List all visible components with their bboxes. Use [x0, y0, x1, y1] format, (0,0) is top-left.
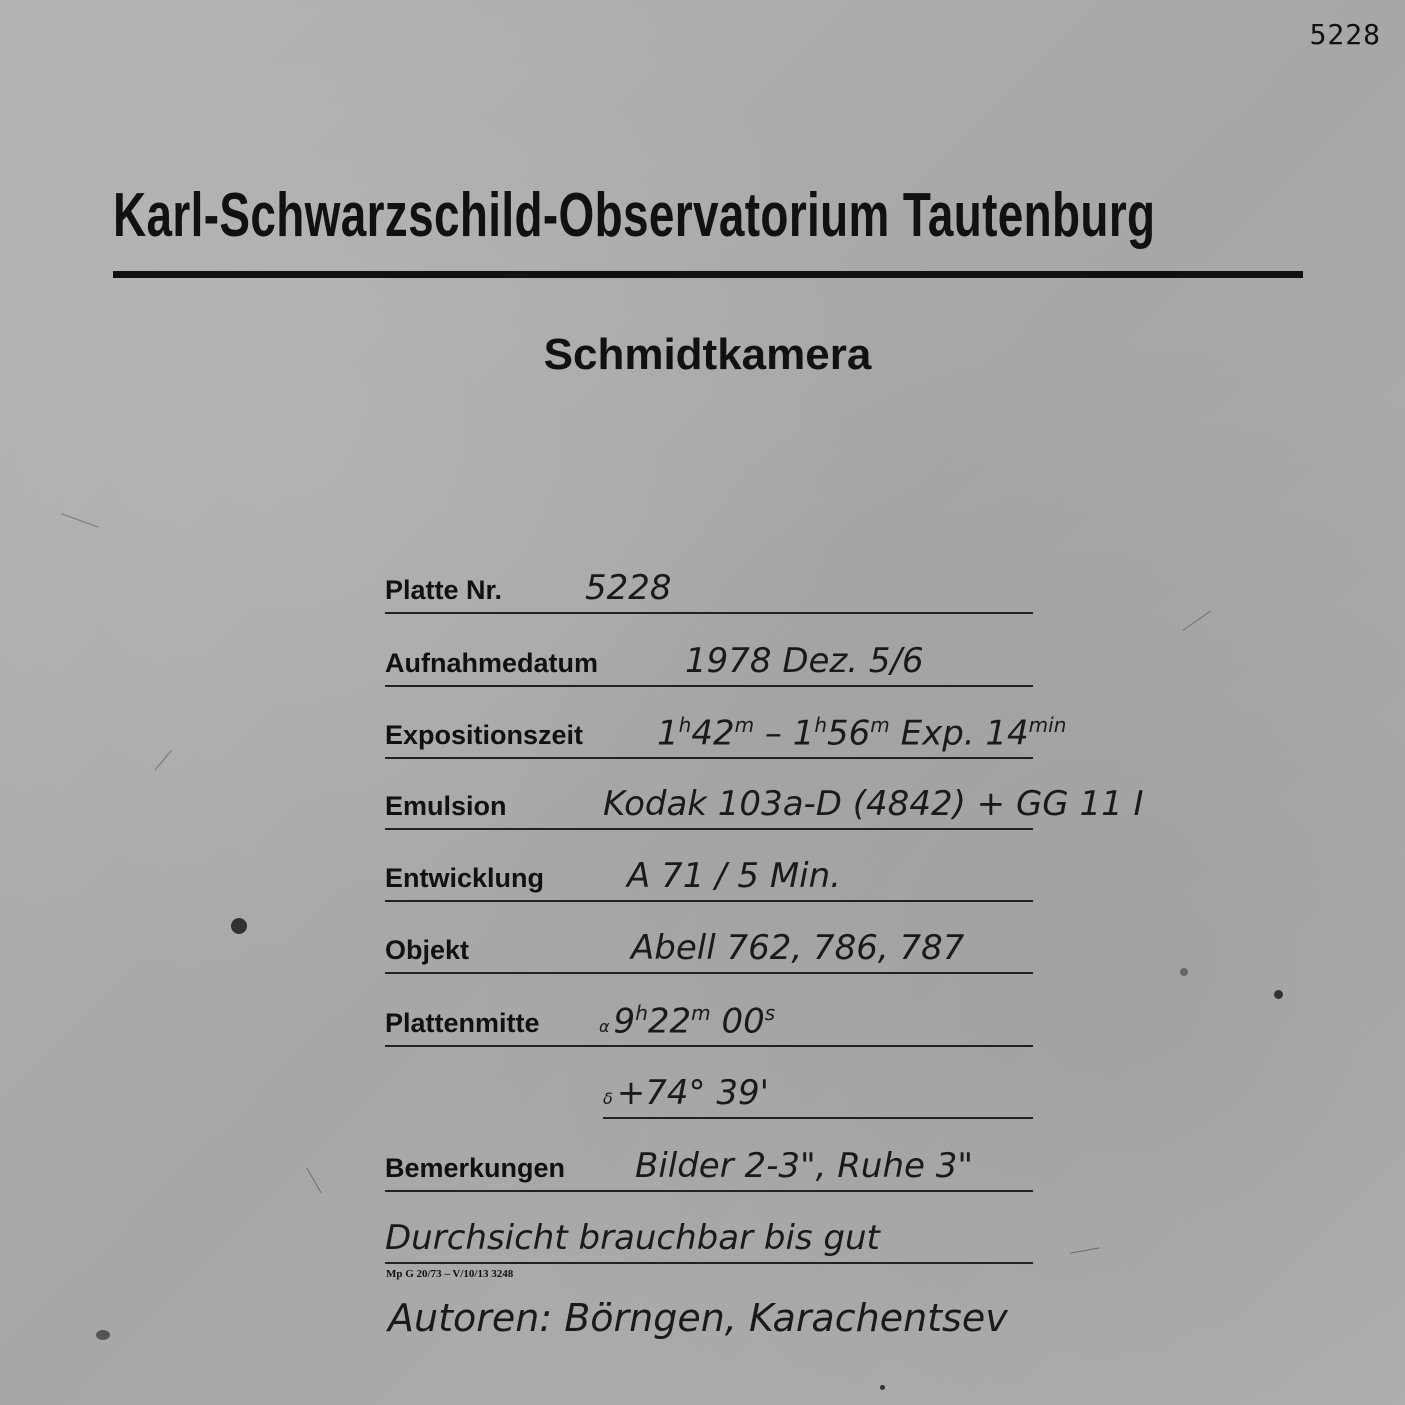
authors-note: Autoren: Börngen, Karachentsev: [388, 1296, 1008, 1340]
label-platte-nr: Platte Nr.: [385, 575, 503, 605]
paper-fiber: [61, 513, 99, 528]
paper-speck: [231, 918, 247, 934]
value-objekt: Abell 762, 786, 787: [631, 928, 965, 968]
value-emulsion: Kodak 103a-D (4842) + GG 11 I: [603, 784, 1144, 824]
value-plattenmitte-dec: δ +74° 39': [603, 1073, 769, 1113]
field-plattenmitte-dec: [603, 1073, 1033, 1119]
value-platte-nr: 5228: [585, 568, 672, 608]
paper-fiber: [1183, 610, 1211, 630]
paper-fiber: [307, 1168, 322, 1193]
value-plattenmitte-ra: α 9$^h$22$^m$ 00$^s$: [599, 1000, 776, 1041]
field-platte-nr: [385, 568, 1033, 614]
field-entwicklung: [385, 856, 1033, 902]
value-bemerkungen-line2: Durchsicht brauchbar bis gut: [385, 1218, 880, 1258]
paper-fiber: [1070, 1247, 1100, 1253]
paper-speck: [1274, 990, 1283, 999]
title-underline: [113, 271, 1303, 278]
label-plattenmitte: Plattenmitte: [385, 1008, 540, 1038]
value-expositionszeit: 1$^h$42$^m$ – 1$^h$56$^m$ Exp. $14^{min}$: [657, 712, 1067, 753]
label-bemerkungen: Bemerkungen: [385, 1153, 566, 1183]
label-aufnahmedatum: Aufnahmedatum: [385, 648, 599, 678]
value-bemerkungen: Bilder 2-3", Ruhe 3": [635, 1146, 974, 1186]
field-objekt: [385, 928, 1033, 974]
paper-speck: [880, 1385, 885, 1390]
label-emulsion: Emulsion: [385, 791, 507, 821]
observatory-title: Karl-Schwarzschild-Observatorium Tautenburg: [113, 181, 1156, 250]
instrument-subtitle: Schmidtkamera: [543, 330, 872, 379]
value-entwicklung: A 71 / 5 Min.: [627, 856, 841, 896]
paper-fiber: [154, 750, 171, 771]
plate-number-corner: 5228: [1309, 18, 1381, 51]
field-plattenmitte: [385, 1000, 1033, 1047]
paper-speck: [1180, 968, 1188, 976]
field-bemerkungen-line2: [385, 1218, 1033, 1264]
label-entwicklung: Entwicklung: [385, 863, 545, 893]
field-emulsion: [385, 784, 1144, 830]
field-bemerkungen: [385, 1146, 1033, 1192]
field-expositionszeit: [385, 712, 1067, 759]
label-expositionszeit: Expositionszeit: [385, 720, 584, 750]
field-aufnahmedatum: [385, 641, 1033, 687]
form-code: Mp G 20/73 – V/10/13 3248: [386, 1268, 514, 1280]
value-aufnahmedatum: 1978 Dez. 5/6: [685, 641, 924, 681]
label-objekt: Objekt: [385, 935, 470, 965]
paper-speck: [96, 1330, 110, 1340]
